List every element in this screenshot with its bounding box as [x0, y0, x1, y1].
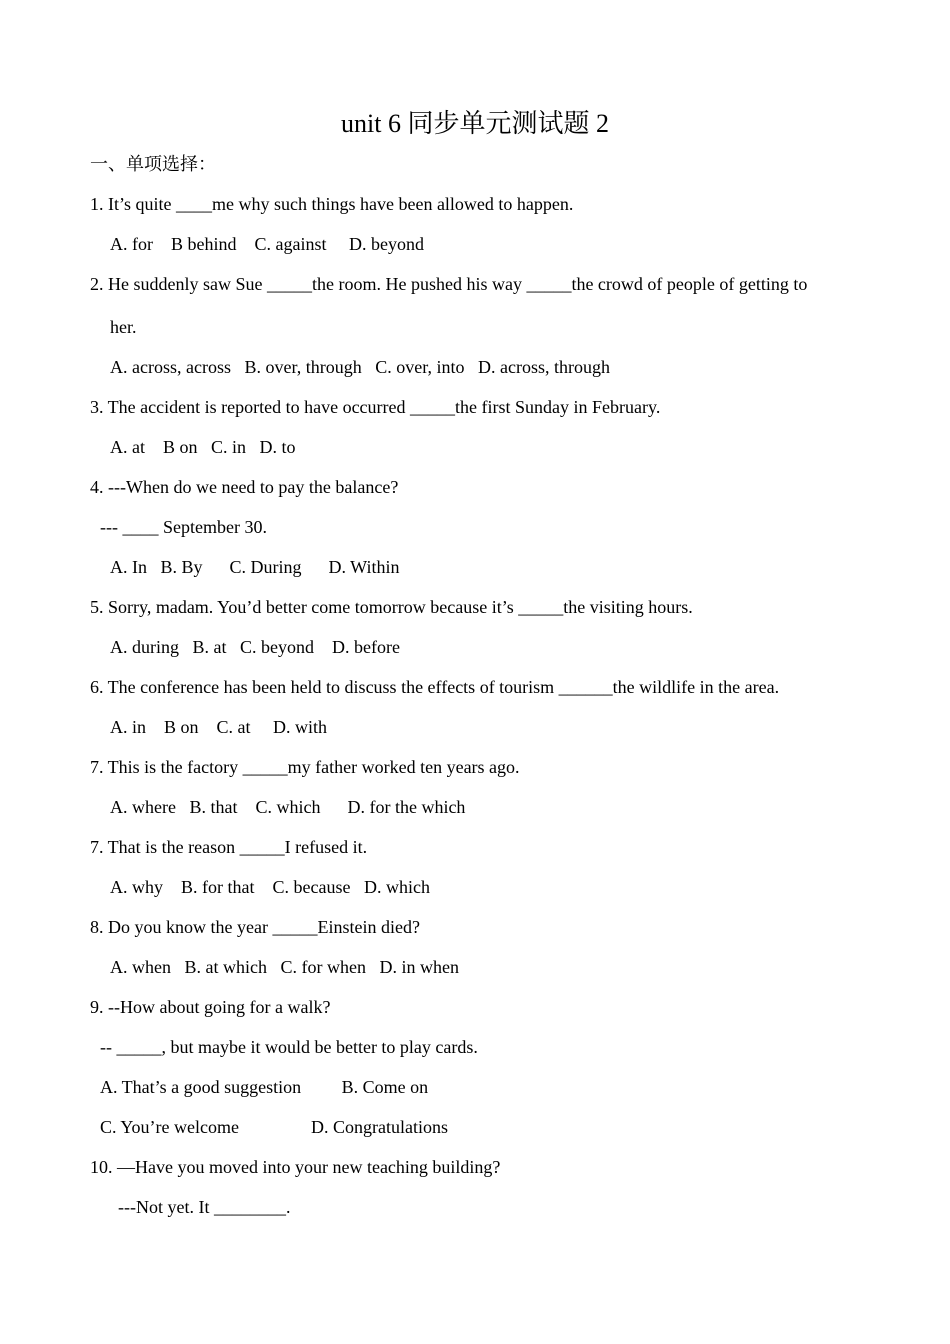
question-3: 3. The accident is reported to have occurred _____the first Sunday in February. [90, 397, 661, 417]
question-7a-options: A. where B. that C. which D. for the which [110, 797, 466, 817]
question-8-options: A. when B. at which C. for when D. in when [110, 957, 459, 977]
section-heading: 一、单项选择： [90, 154, 216, 174]
question-2-options: A. across, across B. over, through C. over, into D. across, through [110, 357, 610, 377]
question-7a: 7. This is the factory _____my father worked ten years ago. [90, 757, 520, 777]
question-4: 4. ---When do we need to pay the balance? [90, 477, 399, 497]
question-1-options: A. for B behind C. against D. beyond [110, 234, 424, 254]
question-1: 1. It’s quite ____me why such things have been allowed to happen. [90, 194, 574, 214]
question-7b: 7. That is the reason _____I refused it. [90, 837, 368, 857]
question-4-options: A. In B. By C. During D. Within [110, 557, 400, 577]
question-9-response: -- _____, but maybe it would be better to play cards. [100, 1037, 478, 1057]
question-6-options: A. in B on C. at D. with [110, 717, 328, 737]
question-9: 9. --How about going for a walk? [90, 997, 331, 1017]
question-10: 10. —Have you moved into your new teaching building? [90, 1157, 501, 1177]
question-9-options-ab: A. That’s a good suggestion B. Come on [100, 1077, 429, 1097]
question-2: 2. He suddenly saw Sue _____the room. He pushed his way _____the crowd of people of getting to [90, 274, 808, 294]
question-7b-options: A. why B. for that C. because D. which [110, 877, 430, 897]
question-6: 6. The conference has been held to discuss the effects of tourism ______the wildlife in the area. [90, 677, 780, 697]
question-4-response: --- ____ September 30. [100, 517, 267, 537]
page-title: unit 6 同步单元测试题 2 [341, 109, 609, 138]
question-2-continued: her. [110, 317, 137, 337]
question-5: 5. Sorry, madam. You’d better come tomorrow because it’s _____the visiting hours. [90, 597, 693, 617]
question-3-options: A. at B on C. in D. to [110, 437, 296, 457]
question-10-response: ---Not yet. It ________. [118, 1197, 291, 1217]
question-8: 8. Do you know the year _____Einstein died? [90, 917, 420, 937]
question-9-options-cd: C. You’re welcome D. Congratulations [100, 1117, 448, 1137]
question-5-options: A. during B. at C. beyond D. before [110, 637, 400, 657]
